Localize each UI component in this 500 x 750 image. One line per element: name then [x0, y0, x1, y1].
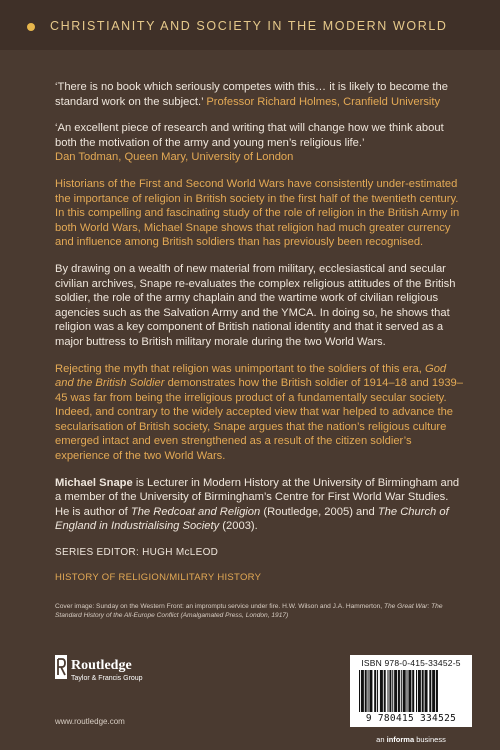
series-title: CHRISTIANITY AND SOCIETY IN THE MODERN WORLD — [50, 19, 448, 33]
author-name: Michael Snape — [55, 476, 133, 489]
author-book-2: The Church of England in Industrialising Society — [55, 505, 449, 533]
description-paragraph-2: By drawing on a wealth of new material from military, ecclesiastical and secular civilian archives, Snape re-evaluates the complex religious attitudes of the British soldier, the role of the army chaplain and the wartime work of civilian religious agencies such as the Salvation Army and the YMCA. In doing so, he shows that religion was a key component of British national identity and that it served as a major buttress to British military morale during the two World Wars. — [55, 262, 456, 348]
quote-2-attribution: Dan Todman, Queen Mary, University of London — [55, 151, 294, 164]
quote-2-text: ‘An excellent piece of research and writing that will change how we think about both the motivation of the army and young men’s religious life.’ — [55, 122, 444, 149]
cover-credit-source: The Great War: The Standard History of the All-Europe Conflict (Amalgamated Press, London, 1917) — [55, 603, 443, 620]
description-paragraph-1: Historians of the First and Second World Wars have consistently under-estimated the importance of religion in British society in the first half of the twentieth century. In this compelling and fascinating study of the role of religion in the British Army in both World Wars, Michael Snape shows that religion had much greater currency and influence among British soldiers than has previously been recognised. — [55, 177, 460, 249]
author-bio-text-2: (Routledge, 2005) and — [263, 505, 375, 518]
subject-category: HISTORY OF RELIGION/MILITARY HISTORY — [55, 571, 262, 583]
series-header — [0, 0, 500, 50]
quote-1-text: ‘There is no book which seriously competes with this… it is likely to become the standard work on the subject.’ — [55, 81, 448, 108]
series-dot-icon — [27, 23, 35, 31]
routledge-logo-icon — [55, 655, 67, 679]
description-paragraph-3 — [55, 362, 465, 464]
isbn-label: ISBN 978-0-415-33452-5 — [361, 658, 461, 668]
author-bio-text-3: (2003). — [222, 520, 258, 533]
informa-brand: informa — [386, 735, 415, 744]
series-editor: SERIES EDITOR: HUGH McLEOD — [55, 547, 219, 559]
quote-1 — [55, 80, 465, 109]
back-cover-text — [55, 80, 465, 597]
author-bio — [55, 476, 465, 534]
author-bio-text-1: is Lecturer in Modern History at the University of Birmingham and a member of the University of Birmingham’s Centre for First World War Studies. He is author of — [55, 476, 460, 518]
quote-1-attribution: Professor Richard Holmes, Cranfield University — [206, 95, 441, 108]
author-book-1: The Redcoat and Religion — [130, 505, 261, 518]
isbn-barcode-box — [350, 655, 472, 727]
informa-line — [350, 735, 472, 744]
barcode-digits: 9 780415 334525 — [365, 713, 457, 724]
informa-pre: an — [376, 735, 385, 744]
paragraph-3-intro: Rejecting the myth that religion was unimportant to the soldiers of this era, — [55, 362, 422, 375]
book-title: God and the British Soldier — [55, 362, 447, 390]
cover-image-credit — [55, 602, 465, 620]
barcode-icon — [358, 670, 464, 712]
publisher-group: Taylor & Francis Group — [71, 675, 143, 682]
paragraph-3-body: demonstrates how the British soldier of 1914–18 and 1939–45 was far from being the irreligious product of a fundamentally secular society. Indeed, and contrary to the widely accepted view that war helped to advance the secularisation of British society, Snape argues that the nation’s religious culture emerged intact and even strengthened as a result of the citizen soldier’s experience of the two World Wars. — [55, 377, 463, 463]
cover-credit-text: Cover image: Sunday on the Western Front: an impromptu service under fire. H.W. Wilson and J.A. Hammerton, — [55, 603, 383, 610]
publisher-name: Routledge — [71, 658, 132, 673]
publisher-website: www.routledge.com — [55, 717, 125, 726]
quote-2 — [55, 121, 465, 165]
informa-post: business — [416, 735, 446, 744]
